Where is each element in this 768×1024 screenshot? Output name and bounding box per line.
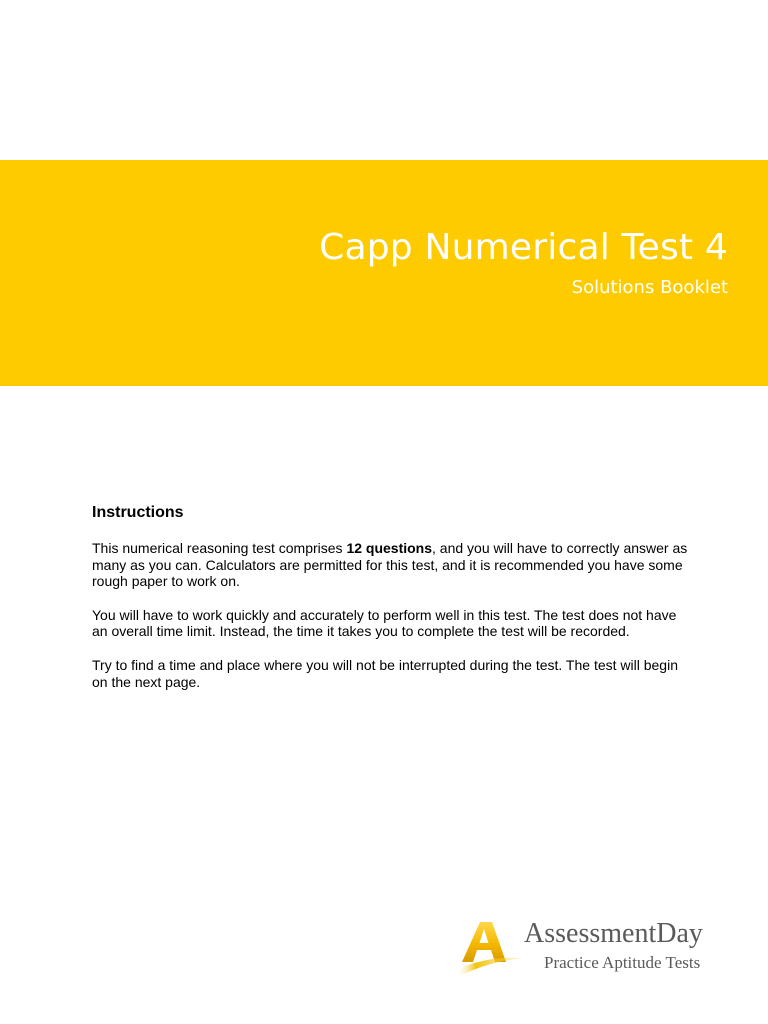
assessmentday-a-logo-icon xyxy=(456,918,522,980)
paragraph-1-text-end: , and you will have to correctly answer as many as you can. Calculators are permitted for this test, and it is recommended you have some rough paper to work on. xyxy=(92,540,688,590)
question-count: 12 questions xyxy=(346,540,433,556)
logo-wordmark: AssessmentDay xyxy=(524,918,703,949)
document-title: Capp Numerical Test 4 xyxy=(319,227,728,268)
logo-tagline: Practice Aptitude Tests xyxy=(544,953,701,972)
instructions-paragraph-2: You will have to work quickly and accurately to perform well in this test. The test does not have an overall time limit. Instead, the time it takes you to complete the test will be recorded. xyxy=(92,606,677,640)
instructions-paragraph-3: Try to find a time and place where you will not be interrupted during the test. The test will begin on the next page. xyxy=(92,656,678,690)
instructions-paragraph-1 xyxy=(92,540,692,590)
paragraph-1-text-start: This numerical reasoning test comprises xyxy=(92,540,347,556)
instructions-heading: Instructions xyxy=(92,504,184,521)
title-banner xyxy=(0,160,768,386)
document-subtitle: Solutions Booklet xyxy=(571,277,728,298)
assessmentday-logo xyxy=(456,916,736,980)
instructions-section xyxy=(92,504,692,707)
